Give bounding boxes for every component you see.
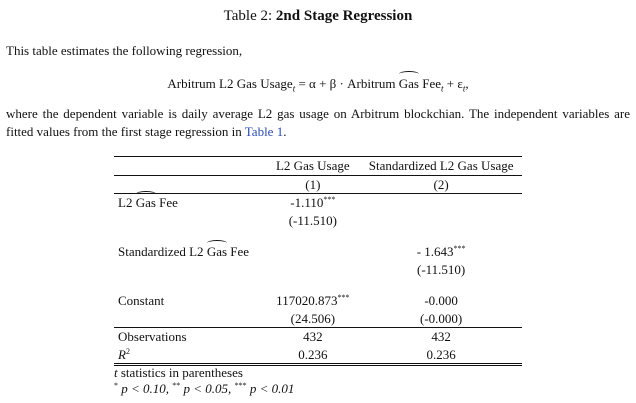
t-stat-cell: (-0.000) xyxy=(419,310,463,326)
header-row xyxy=(114,157,522,176)
label-post: Fee xyxy=(227,244,250,260)
coef-value: -1.110 xyxy=(290,195,324,211)
table-1-link[interactable]: Table 1 xyxy=(244,123,284,139)
r2-cell: 0.236 xyxy=(426,346,456,362)
label-post: Fee xyxy=(155,195,178,211)
equation-eps: + ε xyxy=(443,76,463,91)
label-pre: Standardized L2 xyxy=(118,244,207,260)
note-t: t xyxy=(114,365,118,380)
note-p-1: p < 0.10, xyxy=(118,381,173,396)
col-number-2: (2) xyxy=(433,176,449,192)
table-title-prefix: Table 2: xyxy=(223,8,273,24)
equation-rhs-tail: Fee xyxy=(418,76,442,91)
coef-cell: -0.000 xyxy=(424,293,458,309)
coef-value: 117020.873 xyxy=(276,293,338,309)
table-row xyxy=(114,194,522,212)
note-p-2: p < 0.05, xyxy=(180,381,235,396)
r2-letter: R xyxy=(118,346,126,362)
table-title-bold: 2nd Stage Regression xyxy=(275,8,413,24)
description-end: . xyxy=(283,123,287,139)
t-stat-cell: (-11.510) xyxy=(416,261,466,277)
equation-eq-part: = α + β · Arbitrum xyxy=(295,76,399,91)
coef-cell xyxy=(265,194,360,212)
equation-lhs: Arbitrum L2 Gas Usage xyxy=(167,76,293,91)
table-row xyxy=(114,292,522,310)
col-number-row xyxy=(114,175,522,194)
note-rest: statistics in parentheses xyxy=(117,365,243,380)
significance-stars: *** xyxy=(453,244,466,254)
label-hat: Gas xyxy=(135,195,156,211)
coef-cell xyxy=(360,243,522,261)
table-row xyxy=(114,310,522,328)
note-t-statistics xyxy=(114,364,243,382)
table-row xyxy=(114,243,522,261)
obs-cell: 432 xyxy=(303,329,323,345)
equation-sub-t: t xyxy=(292,83,296,94)
note-star-3: *** xyxy=(234,381,247,390)
note-star-2: ** xyxy=(172,381,181,390)
row-label-standardized-fee xyxy=(114,243,265,261)
label-hat: Gas xyxy=(206,244,228,260)
col-number-1: (1) xyxy=(305,176,321,192)
description-main: where the dependent variable is daily average L2 gas usage on Arbitrum blockchian. The independent variables are fitted values from the first stage regression in xyxy=(6,106,630,139)
regression-equation xyxy=(0,75,636,95)
table-row xyxy=(114,346,522,365)
significance-stars: *** xyxy=(337,293,350,303)
equation-hat-word: Gas xyxy=(398,76,419,91)
row-label-observations: Observations xyxy=(118,329,187,345)
note-p-3: p < 0.01 xyxy=(246,381,295,396)
t-stat-cell: (-11.510) xyxy=(288,212,337,228)
coef-cell xyxy=(265,292,360,310)
table-title xyxy=(0,6,636,26)
obs-cell: 432 xyxy=(431,329,451,345)
note-significance xyxy=(114,380,294,398)
description-text xyxy=(6,105,630,140)
header-col-1: L2 Gas Usage xyxy=(275,158,350,173)
row-label-constant: Constant xyxy=(118,293,165,309)
t-stat-cell: (24.506) xyxy=(290,310,336,326)
equation-sub-t-3: t xyxy=(462,83,466,94)
r2-cell: 0.236 xyxy=(298,346,328,362)
header-col-2: Standardized L2 Gas Usage xyxy=(368,158,514,173)
table-row xyxy=(114,212,522,230)
equation-sub-t-2: t xyxy=(441,83,444,94)
regression-table xyxy=(114,156,522,368)
coef-value: - 1.643 xyxy=(416,244,454,260)
table-row xyxy=(114,328,522,346)
label-pre: L2 xyxy=(118,195,136,211)
table-row xyxy=(114,261,522,279)
row-label-r2 xyxy=(114,346,265,365)
intro-text: This table estimates the following regression, xyxy=(6,43,243,58)
note-star-1: * xyxy=(114,381,118,390)
row-label-l2-gas-fee xyxy=(114,194,265,212)
r2-sup: 2 xyxy=(125,346,130,356)
significance-stars: *** xyxy=(323,195,336,205)
equation-end: , xyxy=(465,76,469,91)
